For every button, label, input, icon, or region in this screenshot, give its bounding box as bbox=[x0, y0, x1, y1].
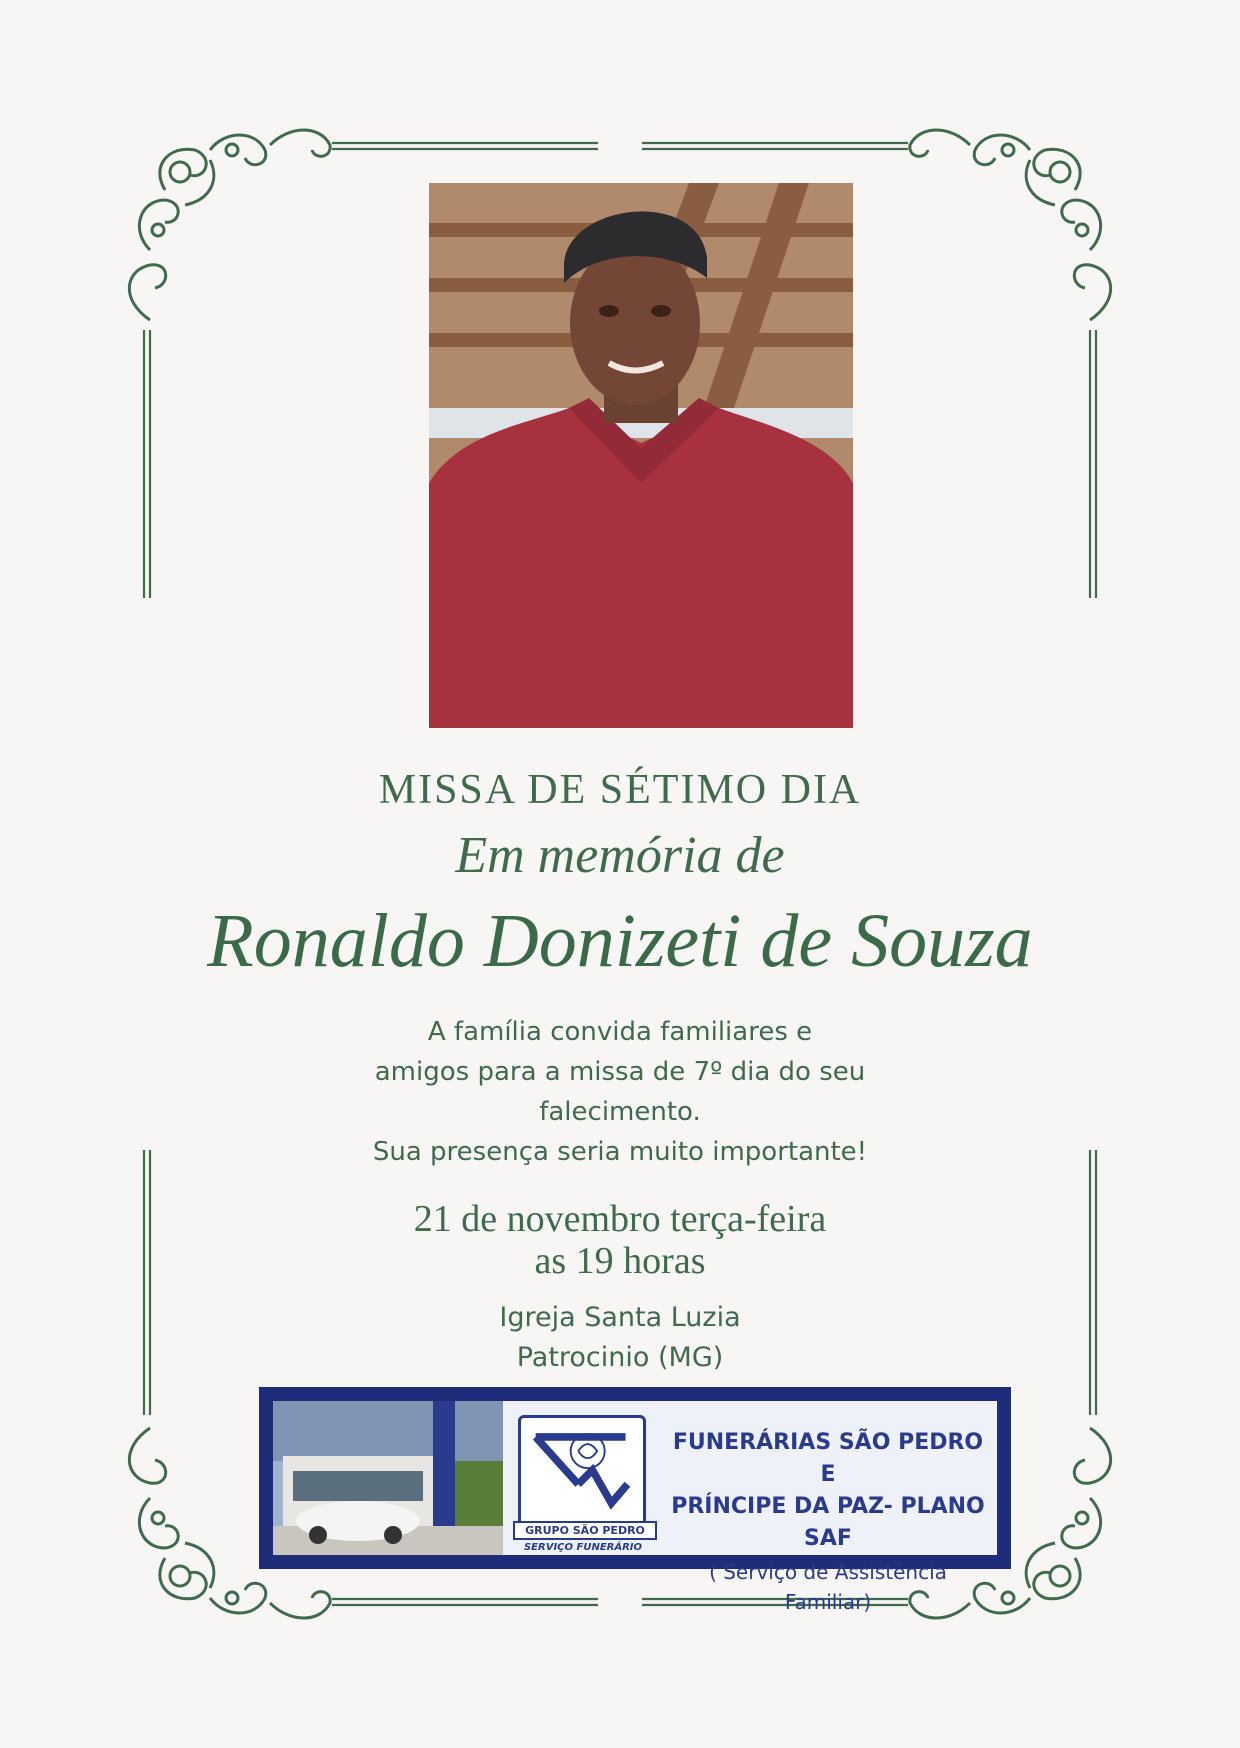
message-line: falecimento. bbox=[539, 1097, 701, 1127]
event-location bbox=[0, 1298, 1240, 1378]
memorial-subtitle: Em memória de bbox=[455, 827, 785, 884]
church-name: Igreja Santa Luzia bbox=[499, 1302, 741, 1333]
company-name bbox=[663, 1427, 993, 1617]
event-datetime bbox=[0, 1198, 1240, 1282]
logo-subtitle: SERVIÇO FUNERÁRIO bbox=[523, 1542, 643, 1553]
message-line: A família convida familiares e bbox=[427, 1017, 813, 1047]
company-line-1: FUNERÁRIAS SÃO PEDRO E bbox=[672, 1430, 984, 1487]
grupo-sao-pedro-logo bbox=[518, 1415, 646, 1527]
city-name: Patrocinio (MG) bbox=[516, 1342, 724, 1373]
message-line: Sua presença seria muito importante! bbox=[372, 1137, 868, 1167]
funeral-home-photo bbox=[273, 1401, 503, 1555]
message-line: amigos para a missa de 7º dia do seu bbox=[374, 1057, 866, 1087]
company-line-3: ( Serviço de Assistência Familiar) bbox=[709, 1560, 947, 1614]
deceased-name: Ronaldo Donizeti de Souza bbox=[207, 899, 1033, 983]
logo-title: GRUPO SÃO PEDRO bbox=[513, 1521, 657, 1540]
invitation-message bbox=[0, 1012, 1240, 1172]
event-date: 21 de novembro terça-feira bbox=[413, 1198, 827, 1240]
event-time: as 19 horas bbox=[534, 1240, 706, 1282]
company-line-2: PRÍNCIPE DA PAZ- PLANO SAF bbox=[671, 1494, 985, 1551]
funeral-home-banner bbox=[259, 1387, 1011, 1614]
portrait-photo bbox=[429, 183, 853, 728]
mass-title: MISSA DE SÉTIMO DIA bbox=[378, 767, 862, 813]
